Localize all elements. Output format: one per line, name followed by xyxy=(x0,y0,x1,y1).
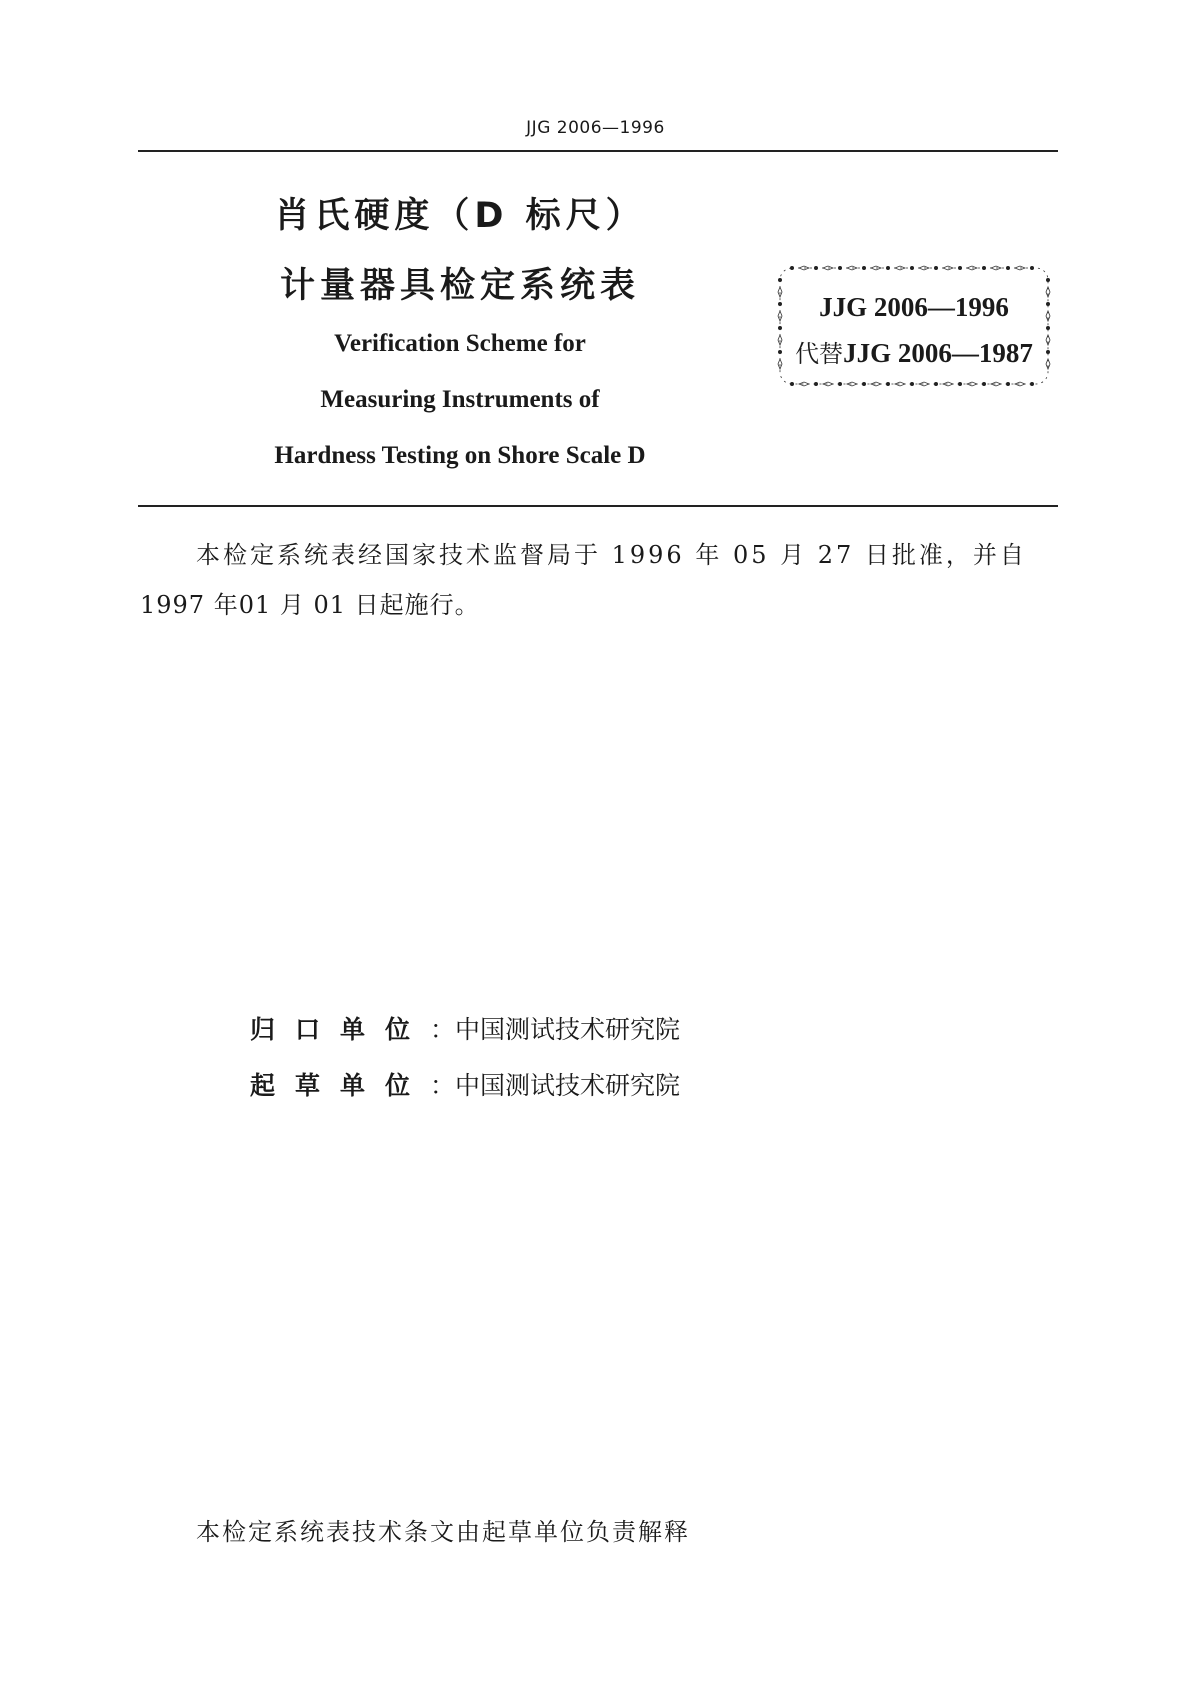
bottom-divider xyxy=(138,505,1058,507)
responsible-unit-value: ：中国测试技术研究院 xyxy=(430,1015,681,1044)
title-english-line3: Hardness Testing on Shore Scale D xyxy=(274,442,646,469)
responsible-unit-label: 归口单位 xyxy=(250,1015,431,1044)
title-chinese-line1: 肖氏硬度（D 标尺） xyxy=(274,196,646,236)
approval-line2: 1997 年01 月 01 日起施行。 xyxy=(140,591,480,619)
standard-code-box xyxy=(776,264,1052,388)
stamp-replaces-prefix: 代替 xyxy=(795,340,844,368)
drafting-unit-value: ：中国测试技术研究院 xyxy=(430,1071,681,1100)
drafting-unit-label: 起草单位 xyxy=(250,1071,431,1100)
approval-paragraph xyxy=(140,530,1056,630)
drafting-unit xyxy=(250,1066,680,1102)
approval-line1: 本检定系统表经国家技术监督局于 1996 年 05 月 27 日批准，并自 xyxy=(196,541,1027,569)
title-chinese-line2: 计量器具检定系统表 xyxy=(279,266,640,306)
stamp-replaces xyxy=(776,334,1052,369)
stamp-replaces-code: JJG 2006—1987 xyxy=(843,338,1033,368)
interpretation-note: 本检定系统表技术条文由起草单位负责解释 xyxy=(196,1518,690,1546)
title-english-line1: Verification Scheme for xyxy=(334,330,586,357)
title-english-line2: Measuring Instruments of xyxy=(320,386,600,413)
responsible-unit xyxy=(250,1010,680,1046)
stamp-code: JJG 2006—1996 xyxy=(819,292,1009,322)
top-divider xyxy=(138,150,1058,152)
ornamental-border xyxy=(776,264,1052,388)
header-standard-code: JJG 2006—1996 xyxy=(526,118,665,138)
